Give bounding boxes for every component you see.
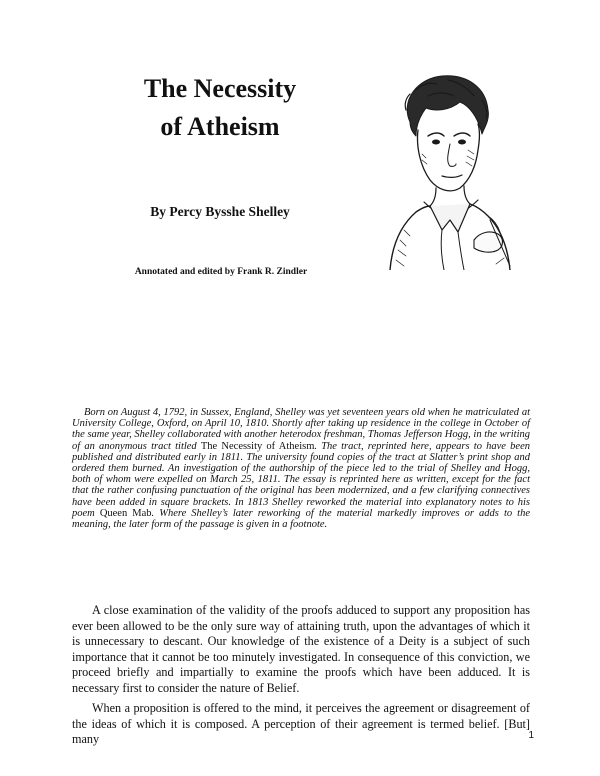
title-line-2: of Atheism	[160, 112, 280, 141]
tract-title-reference: The Necessity of Atheism	[200, 440, 315, 452]
page-number: 1	[528, 730, 534, 741]
essay-body	[72, 603, 530, 753]
intro-text-part-3: . Where Shelley’s later reworking of the material markedly improves or adds to the meaning, the later form of the passage is given in a footnote.	[72, 507, 531, 531]
portrait-engraving-icon	[370, 70, 518, 270]
author-byline: By Percy Bysshe Shelley	[150, 204, 290, 219]
intro-text-part-1: Born on August 4, 1792, in Sussex, England, Shelley was yet seventeen years old when he matriculated at University College, Oxford, on April 10, 1810. Shortly after taking up residence in the college in October of the same year, Shelley collaborated with another heterodox freshman, Thomas Jefferson Hogg, in the writing of an anonymous tract titled	[72, 407, 530, 452]
body-paragraph-2: When a proposition is offered to the mind, it perceives the agreement or disagreement of the ideas of which it is composed. A perception of their agreement is termed belief. [But] many	[72, 701, 530, 746]
intro-text-part-2: . The tract, reprinted here, appears to have been published and distributed early in 1811. The university found copies of the tract at Slatter’s print shop and ordered them burned. An investigation of the authorship of the piece led to the trial of Shelley and Hogg, both of whom were expelled on March 25, 1811. The essay is reprinted here as written, except for the fact that the rather confusing punctuation of the original has been modernized, and a few clarifying connectives have been added in square brackets. In 1813 Shelley reworked the material into explanatory notes to his poem	[72, 440, 530, 519]
introduction-paragraph	[72, 407, 530, 530]
body-paragraph-1: A close examination of the validity of the proofs adduced to support any proposition has ever been allowed to be the only sure way of attaining truth, upon the advantages of which it is unnecessary to descant. Our knowledge of the existence of a Deity is a subject of such importance that it cannot be too minutely investigated. In consequence of this conviction, we proceed briefly and impartially to examine the proofs which have been adduced. It is necessary first to consider the nature of Belief.	[72, 603, 530, 695]
title-line-1: The Necessity	[143, 74, 297, 103]
document-title	[100, 70, 340, 146]
poem-title-reference: Queen Mab	[99, 507, 152, 519]
editor-credit: Annotated and edited by Frank R. Zindler	[134, 267, 308, 277]
